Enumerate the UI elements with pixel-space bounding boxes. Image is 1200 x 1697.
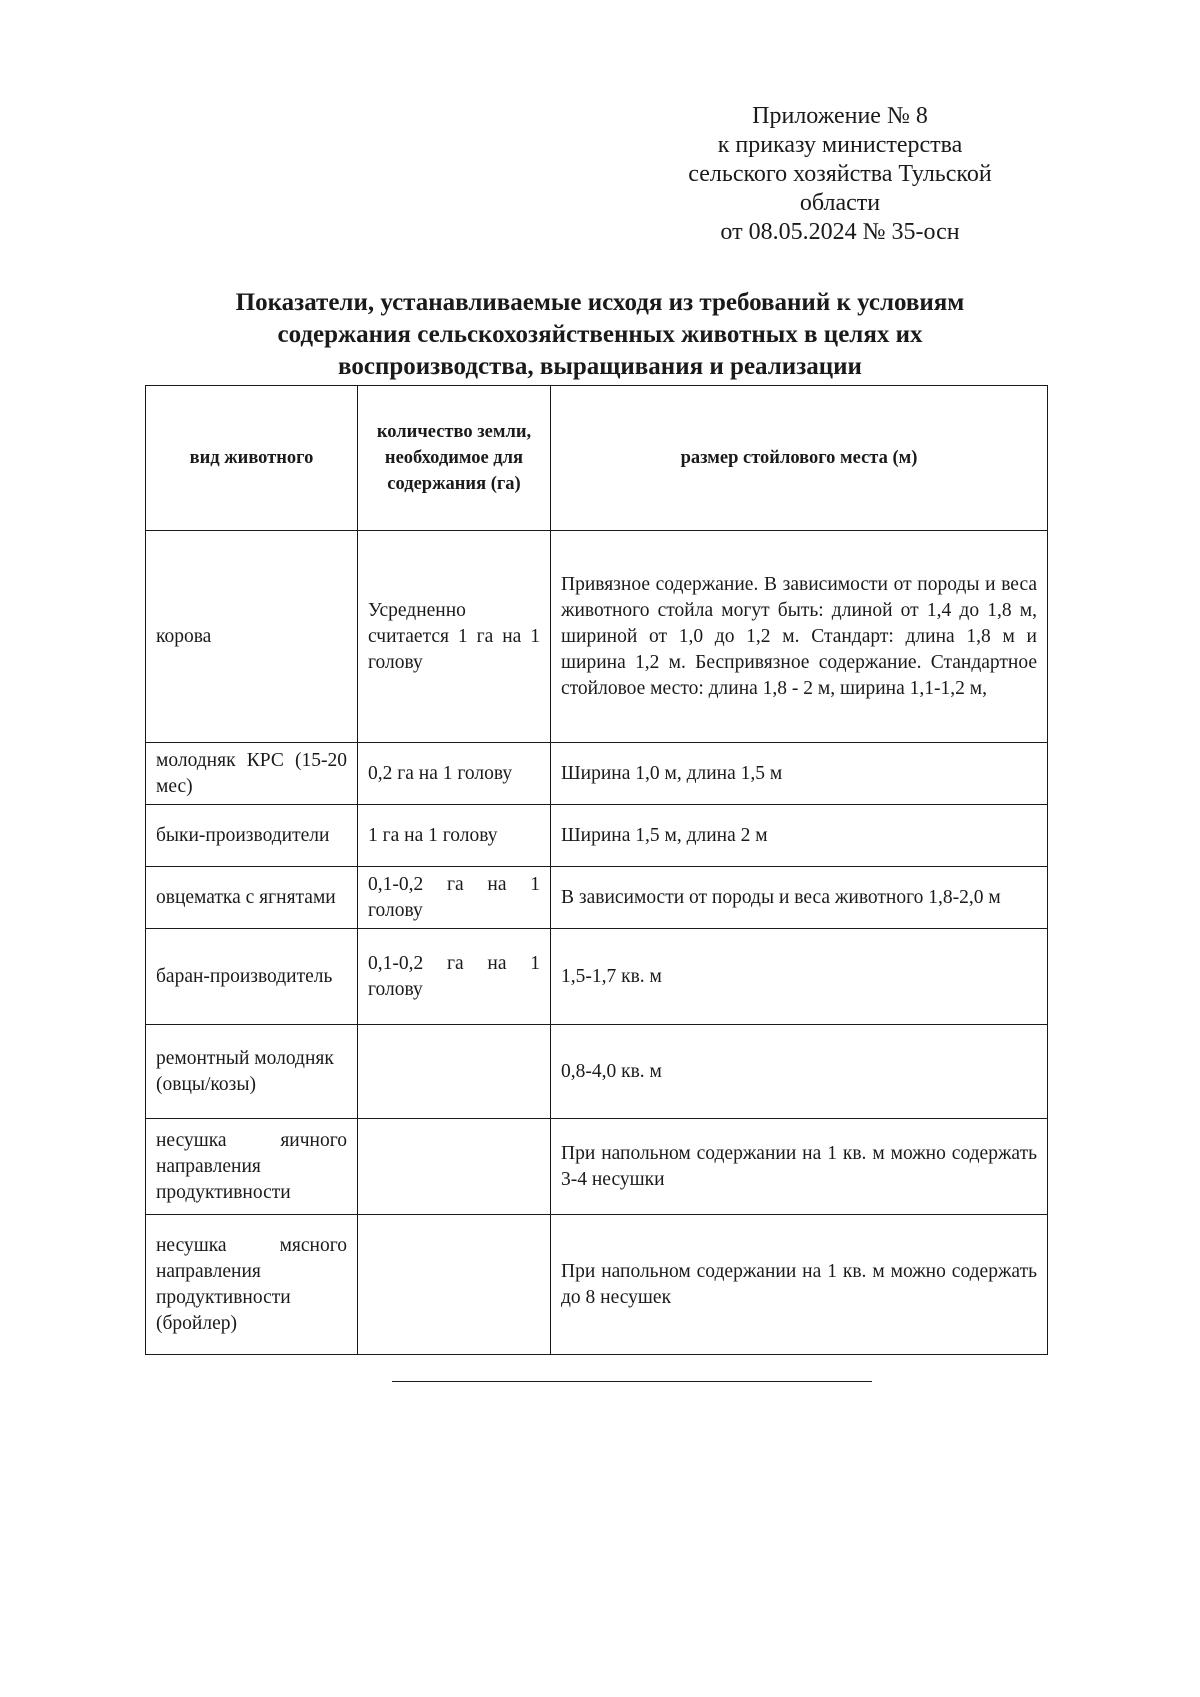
closing-divider	[392, 1381, 872, 1382]
cell-land	[358, 1025, 551, 1119]
appendix-header	[640, 102, 1040, 247]
cell-land	[358, 1215, 551, 1355]
header-animal: вид животного	[146, 386, 358, 531]
cell-stall: Ширина 1,0 м, длина 1,5 м	[551, 743, 1048, 805]
cell-animal: молодняк КРС (15-20 мес)	[146, 743, 358, 805]
appendix-order-ref: к приказу министерства	[717, 132, 963, 158]
cell-animal: ремонтный молодняк (овцы/козы)	[146, 1025, 358, 1119]
cell-stall: Ширина 1,5 м, длина 2 м	[551, 805, 1048, 867]
cell-animal: овцематка с ягнятами	[146, 867, 358, 929]
cell-land: 1 га на 1 голову	[358, 805, 551, 867]
title-line-2: содержания сельскохозяйственных животных в целях их	[277, 321, 923, 348]
cell-land: 0,1-0,2 га на 1 голову	[358, 867, 551, 929]
appendix-region: области	[799, 190, 881, 216]
cell-land: 0,2 га на 1 голову	[358, 743, 551, 805]
cell-animal: несушка яичного направления продуктивности	[146, 1119, 358, 1215]
table-row	[146, 929, 1048, 1025]
cell-land	[358, 1119, 551, 1215]
appendix-ministry: сельского хозяйства Тульской	[688, 161, 992, 187]
appendix-date-number: от 08.05.2024 № 35-осн	[720, 219, 960, 245]
table-row	[146, 743, 1048, 805]
table-row	[146, 1025, 1048, 1119]
appendix-number: Приложение № 8	[752, 103, 928, 129]
cell-animal: быки-производители	[146, 805, 358, 867]
header-stall: размер стойлового места (м)	[551, 386, 1048, 531]
cell-land: 0,1-0,2 га на 1 голову	[358, 929, 551, 1025]
cell-stall: При напольном содержании на 1 кв. м можно содержать до 8 несушек	[551, 1215, 1048, 1355]
table-row	[146, 805, 1048, 867]
cell-animal: баран-производитель	[146, 929, 358, 1025]
table-row	[146, 531, 1048, 743]
cell-animal: несушка мясного направления продуктивности (бройлер)	[146, 1215, 358, 1355]
table-header-row	[146, 386, 1048, 531]
header-land: количество земли, необходимое для содержания (га)	[358, 386, 551, 531]
cell-land: Усредненно считается 1 га на 1 голову	[358, 531, 551, 743]
cell-stall: При напольном содержании на 1 кв. м можно содержать 3-4 несушки	[551, 1119, 1048, 1215]
cell-stall: 1,5-1,7 кв. м	[551, 929, 1048, 1025]
table-row	[146, 1119, 1048, 1215]
cell-stall: Привязное содержание. В зависимости от породы и веса животного стойла могут быть: длиной от 1,4 до 1,8 м, шириной от 1,0 до 1,2 м. Стандарт: длина 1,8 м и ширина 1,2 м. Беспривязное содержание. Стандартное стойловое место: длина 1,8 - 2 м, ширина 1,1-1,2 м,	[551, 531, 1048, 743]
table-row	[146, 867, 1048, 929]
indicators-table	[145, 385, 1048, 1355]
title-line-3: воспроизводства, выращивания и реализации	[338, 353, 862, 380]
cell-stall: 0,8-4,0 кв. м	[551, 1025, 1048, 1119]
title-line-1: Показатели, устанавливаемые исходя из требований к условиям	[235, 289, 965, 316]
cell-stall: В зависимости от породы и веса животного 1,8-2,0 м	[551, 867, 1048, 929]
table-row	[146, 1215, 1048, 1355]
cell-animal: корова	[146, 531, 358, 743]
document-title	[140, 287, 1060, 383]
